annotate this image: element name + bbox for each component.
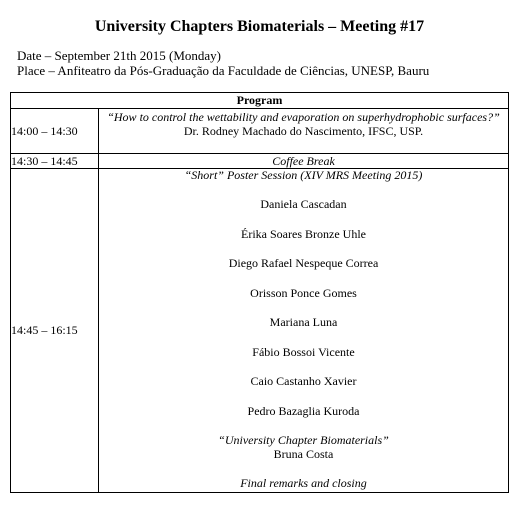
- presenter: Fábio Bossoi Vicente: [252, 345, 355, 359]
- talk-cell: [99, 109, 509, 154]
- document-title: University Chapters Biomaterials – Meeting #17: [94, 18, 425, 35]
- program-header-row: [11, 93, 509, 109]
- talk-title: “How to control the wettability and evaporation on superhydrophobic surfaces?”: [107, 110, 500, 124]
- poster-session-row: [11, 169, 509, 493]
- closing-remarks: Final remarks and closing: [240, 476, 367, 490]
- presenter: Pedro Bazaglia Kuroda: [247, 404, 360, 418]
- coffee-row: [11, 154, 509, 169]
- presenter: Mariana Luna: [269, 315, 338, 329]
- meeting-place: Place – Anfiteatro da Pós-Graduação da Faculdade de Ciências, UNESP, Bauru: [17, 63, 430, 78]
- poster-session-cell: [99, 169, 509, 493]
- talk-speaker: Dr. Rodney Machado do Nascimento, IFSC, USP.: [183, 124, 424, 138]
- program-header: Program: [11, 93, 509, 109]
- chapter-title: “University Chapter Biomaterials”: [218, 433, 389, 447]
- poster-session-time: 14:45 – 16:15: [11, 169, 99, 493]
- presenter: Orisson Ponce Gomes: [250, 286, 357, 300]
- coffee-time: 14:30 – 14:45: [11, 154, 99, 169]
- chapter-presenter: Bruna Costa: [273, 447, 334, 461]
- talk-row: [11, 109, 509, 154]
- presenter: Érika Soares Bronze Uhle: [241, 227, 366, 241]
- poster-session-title: “Short” Poster Session (XIV MRS Meeting 2015): [184, 168, 423, 182]
- meeting-date: Date – September 21th 2015 (Monday): [17, 48, 221, 63]
- coffee-break: Coffee Break: [99, 154, 509, 169]
- presenter: Caio Castanho Xavier: [250, 374, 357, 388]
- program-table: [10, 92, 509, 493]
- presenter: Diego Rafael Nespeque Correa: [228, 256, 379, 270]
- talk-time: 14:00 – 14:30: [11, 109, 99, 154]
- presenter: Daniela Cascadan: [260, 197, 347, 211]
